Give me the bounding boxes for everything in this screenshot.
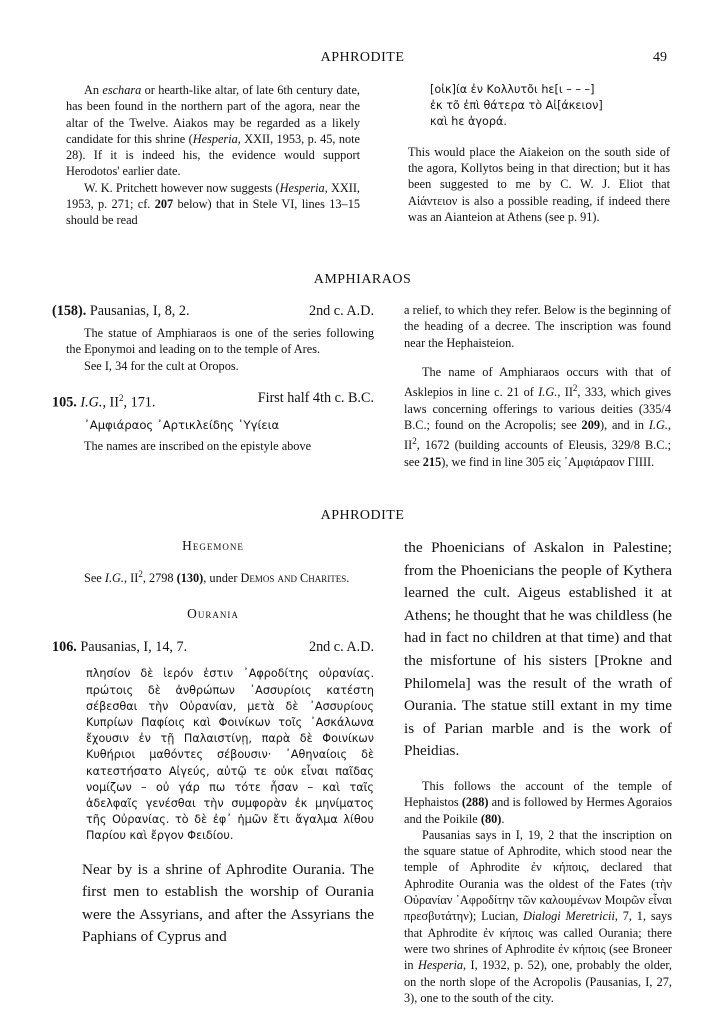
- translation-start: Near by is a shrine of Aphrodite Ourania. The first men to establish the worship of Ourania were the Assyrians, and after the Assyrians the Paphians of Cyprus and: [82, 860, 374, 946]
- entry-106-heading: [52, 638, 374, 656]
- text-run: , I, 1932, p. 52), one, probably the older, on the north slope of the Acropolis (Pausanias, I, 27, 3), one to the south of the city.: [404, 958, 672, 1005]
- text-run: .: [501, 811, 505, 826]
- text-run: , II: [102, 394, 119, 411]
- paragraph: [404, 778, 672, 827]
- journal-title: Hesperia: [192, 131, 238, 146]
- top-right-column: [408, 82, 670, 225]
- paragraph: The statue of Amphiaraos is one of the series following the Eponymoi and leading on to the temple of Ares.: [66, 326, 374, 357]
- entry-date: 2nd c. A.D.: [308, 639, 374, 656]
- amphiaraos-right-column: [404, 302, 671, 470]
- inscription-text: ᾿Αμφιάραος ᾿Αρτικλείδης ῾Υγίεια: [84, 417, 280, 432]
- greek-line: ἐκ τõ ἐπὶ θάτερα τὸ Αἰ[άκειον]: [430, 99, 603, 113]
- aphrodite-left-column: [52, 538, 374, 949]
- corpus-abbrev: I.G.: [538, 385, 558, 400]
- hegemone-paragraph: [52, 566, 374, 586]
- entry-158-source: [52, 302, 190, 320]
- text-run: This follows the account of the temple of Hephaistos: [404, 778, 672, 810]
- text-run: , under: [203, 571, 241, 586]
- section-title-aphrodite: APHRODITE: [320, 508, 405, 523]
- entry-158-body: [52, 325, 374, 374]
- greek-line: [οἰκ]ία ἐν Κολλυτõι hε[ι – – –]: [430, 83, 595, 96]
- text-run: The name of Amphiaraos occurs with that of Asklepios in line c. 21 of: [404, 364, 671, 400]
- cross-reference: (130): [176, 571, 204, 586]
- entry-date: First half 4th c. B.C.: [257, 389, 374, 406]
- entry-number: (158).: [52, 303, 87, 319]
- superscript: 2: [119, 392, 124, 403]
- greek-line: καὶ hε ἀγορά.: [430, 115, 507, 129]
- aiakeion-paragraph: This would place the Aiakeion on the south side of the agora, Kollytos being in that direction; but it has been suggested to me by C. W. J. Eliot that Αἰάντειον is also a possible reading, if indeed there was an Aianteion at Athens (see p. 91).: [408, 144, 670, 224]
- text-run: See: [84, 571, 105, 586]
- text-run: , 171.: [123, 394, 156, 411]
- text-run: , 1672 (building accounts of Eleusis, 329/8 B.C.; see: [404, 438, 671, 469]
- text-run: , 2798: [142, 571, 177, 586]
- journal-title: Hesperia: [279, 180, 325, 195]
- entry-number: 106.: [52, 639, 77, 656]
- paragraph: [404, 827, 672, 1006]
- subsection-ourania: Ourania: [187, 606, 239, 622]
- cross-reference: 215: [422, 454, 442, 469]
- pritchett-paragraph: [66, 180, 360, 229]
- section-title-amphiaraos: AMPHIARAOS: [313, 272, 412, 287]
- running-head: APHRODITE: [320, 50, 405, 65]
- superscript: 2: [572, 383, 578, 394]
- corpus-abbrev: I.G.: [80, 394, 103, 411]
- translation-continued: the Phoenicians of Askalon in Palestine; from the Phoenicians the people of Kythera learned the cult. Aigeus established it at Athens; he thought that he was childless (he had in fact no children at that time) and that the misfortune of his sisters [Prokne and Philomela] was the result of the wrath of Ourania. The statue still extant in my time is of Parian marble and is the work of Pheidias.: [404, 539, 672, 760]
- paragraph: The names are inscribed on the epistyle above: [84, 438, 312, 453]
- cross-reference: (288): [461, 795, 489, 810]
- text-run: or hearth-like altar, of late 6th century date, has been found in the northern part of the agora, near the altar of the Twelve. Aiakos may be regarded as a likely candidate for this shrine (: [66, 83, 360, 146]
- text-run: An: [84, 83, 103, 97]
- page-number: 49: [653, 50, 667, 65]
- subsection-hegemone: Hegemone: [182, 538, 244, 553]
- journal-title: Hesperia: [417, 958, 464, 973]
- top-left-column: [66, 82, 360, 229]
- entry-105-body: [52, 417, 374, 455]
- entry-106-source: [52, 638, 187, 656]
- entry-date: 2nd c. A.D.: [308, 303, 374, 319]
- source-ref: Pausanias, I, 8, 2.: [86, 303, 190, 319]
- text-run: , II: [123, 571, 139, 586]
- text-run: ), we find in line 305 εἰς ᾿Αμφιάραον ΓΙΙΙΙ.: [441, 454, 655, 469]
- text-run: ), and in: [600, 417, 649, 432]
- text-run: , II: [404, 417, 672, 453]
- entry-158-heading: [52, 302, 374, 320]
- text-run: Pausanias says in I, 19, 2 that the inscription on the square statue of Aphrodite, which stood near the temple of Aphrodite ἐν κήποις, declared that Aphrodite Ourania was the oldest of the Fates (τὴν Οὐρανίαν ᾿Αφροδίτην τῶν καλουμένων Μοιρῶν εἶναι πρεσβυτάτην); Lucian,: [404, 827, 672, 924]
- stele-reading: [408, 82, 670, 131]
- text-run: W. K. Pritchett however now suggests (: [84, 180, 280, 195]
- cross-reference: (80): [480, 811, 502, 826]
- superscript: 2: [138, 569, 143, 579]
- text-run: , XXII, 1953, p. 45, note 28). If it is indeed his, the evidence would support Herodotos' earlier date.: [66, 131, 360, 179]
- corpus-abbrev: I.G.: [104, 571, 124, 586]
- entry-105-heading: [52, 389, 374, 412]
- paragraph: [404, 364, 671, 470]
- text-run: , XXII, 1953, p. 271; cf.: [66, 180, 360, 212]
- superscript: 2: [412, 436, 417, 447]
- text-run: and is followed by Hermes Agoraios and the Poikile: [404, 795, 672, 826]
- text-run: , 333, which gives laws concerning offerings to various deities (335/4 B.C.; found on the Acropolis; see: [404, 385, 671, 432]
- paragraph: See I, 34 for the cult at Oropos.: [84, 358, 239, 373]
- work-title: Dialogi Meretricii: [523, 909, 615, 924]
- commentary: [404, 778, 672, 1006]
- text-run: below) that in Stele VI, lines 13–15 should be read: [66, 197, 360, 228]
- corpus-abbrev: I.G.: [648, 417, 668, 432]
- italic-term: eschara: [102, 83, 142, 97]
- source-ref: Pausanias, I, 14, 7.: [76, 639, 188, 656]
- eschara-paragraph: [66, 82, 360, 180]
- amphiaraos-left-column: [52, 302, 374, 454]
- cross-reference: 207: [154, 197, 174, 212]
- aphrodite-right-column: [404, 537, 672, 1006]
- small-caps-ref: Demos and Charites: [240, 571, 347, 586]
- entry-number: 105.: [52, 394, 77, 411]
- text-run: , II: [557, 385, 573, 400]
- text-run: , 7, 1, says that Aphrodite ἐν κήποις was called Ourania; there were two shrines of Aphrodite ἐν κήποις (see Broneer in: [404, 909, 672, 973]
- entry-105-source: [52, 389, 155, 412]
- text-run: .: [346, 571, 350, 586]
- paragraph: a relief, to which they refer. Below is the beginning of the heading of a decree. The inscription was found near the Hephaisteion.: [404, 303, 671, 350]
- cross-reference: 209: [581, 417, 600, 432]
- pausanias-greek-text: πλησίον δὲ ἱερόν ἐστιν ᾿Αφροδίτης οὐρανίας. πρώτοις δὲ ἀνθρώπων ᾿Ασσυρίοις κατέστη σέβεσθαι τὴν Οὐρανίαν, μετὰ δὲ ᾿Ασσυρίους Κυπρίων Παφίοις καὶ Φοινίκων τοῖς ᾿Ασκάλωνα ἔχουσιν ἐν τῇ Παλαιστίνῃ, παρὰ δὲ Φοινίκων Κυθήριοι μαθόντες σέβουσιν· ᾿Αθηναίοις δὲ κατεστήσατο Αἰγεύς, αὐτῷ τε οὐκ εἶναι παῖδας νομίζων – οὐ γάρ πω τότε ἦσαν – καὶ ταῖς ἀδελφαῖς γενέσθαι τὴν συμφορὰν ἐκ μηνίματος τῆς Οὐρανίας. τὸ δὲ ἐφ᾿ ἡμῶν ἔτι ἄγαλμα λίθου Παρίου καὶ ἔργον Φειδίου.: [86, 667, 374, 843]
